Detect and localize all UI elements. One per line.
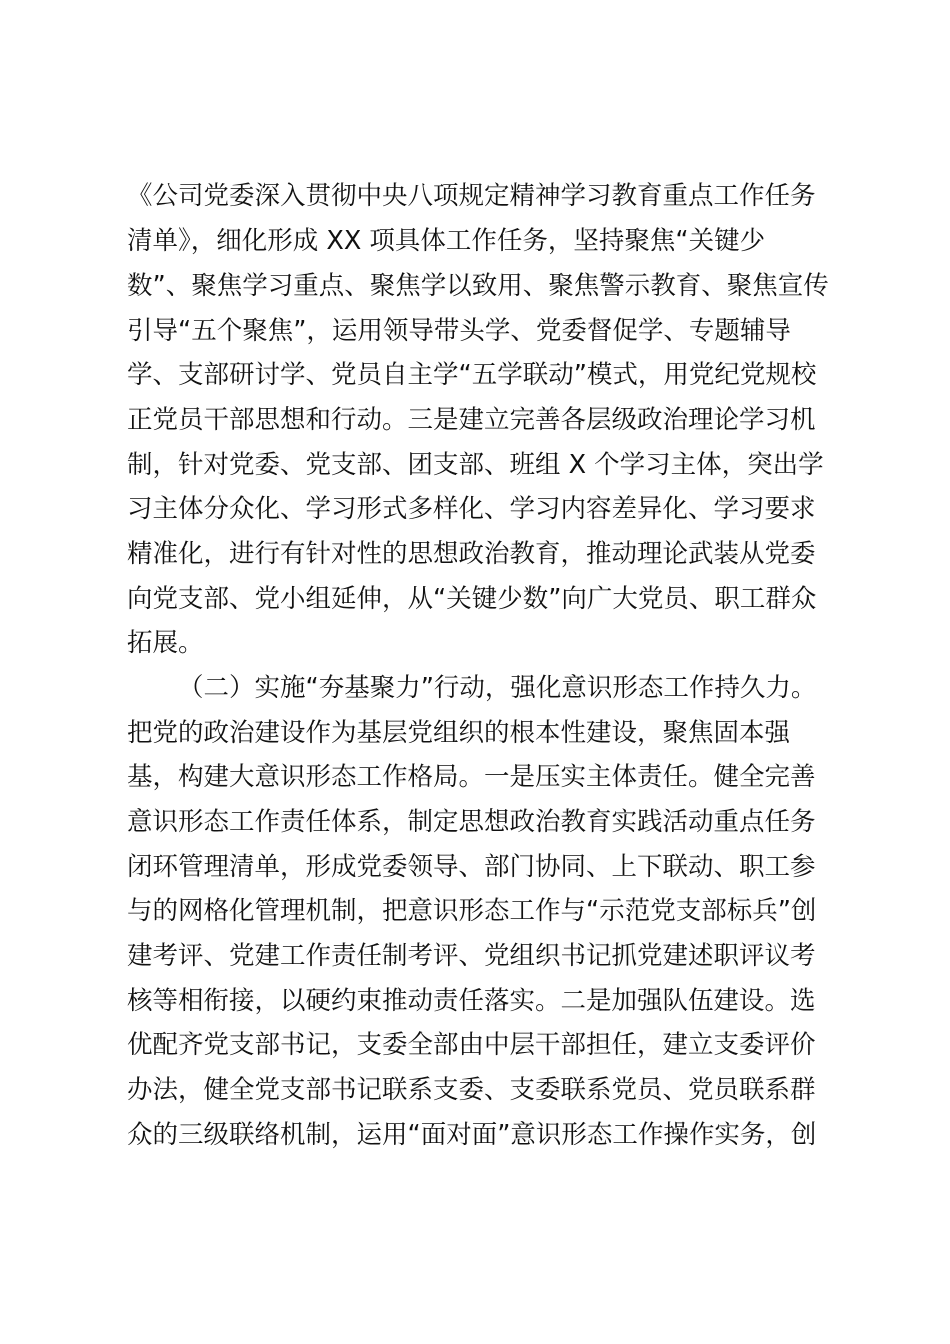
- text-line: 意识形态工作责任体系，制定思想政治教育实践活动重点任务: [127, 807, 816, 837]
- text-line: 建考评、党建工作责任制考评、党组织书记抓党建述职评议考: [127, 941, 816, 971]
- text-line: 众的三级联络机制，运用“面对面”意识形态工作操作实务，创: [127, 1120, 817, 1150]
- text-line: 正党员干部思想和行动。三是建立完善各层级政治理论学习机: [127, 405, 816, 435]
- text-line: 数”、聚焦学习重点、聚焦学以致用、聚焦警示教育、聚焦宣传: [127, 271, 829, 301]
- text-line: 把党的政治建设作为基层党组织的根本性建设，聚焦固本强: [127, 718, 791, 748]
- text-line: 清单》，细化形成 XX 项具体工作任务，坚持聚焦“关键少: [127, 226, 766, 256]
- text-line: 基，构建大意识形态工作格局。一是压实主体责任。健全完善: [127, 762, 816, 792]
- text-line: 优配齐党支部书记，支委全部由中层干部担任，建立支委评价: [127, 1030, 816, 1060]
- text-line: 制，针对党委、党支部、团支部、班组 X 个学习主体，突出学: [127, 450, 824, 480]
- text-line: 精准化，进行有针对性的思想政治教育，推动理论武装从党委: [127, 539, 816, 569]
- text-line: 闭环管理清单，形成党委领导、部门协同、上下联动、职工参: [127, 852, 816, 882]
- text-line: 核等相衔接，以硬约束推动责任落实。二是加强队伍建设。选: [127, 986, 816, 1016]
- text-line: 拓展。: [127, 628, 204, 658]
- text-line: 办法，健全党支部书记联系支委、支委联系党员、党员联系群: [127, 1075, 816, 1105]
- text-line: 向党支部、党小组延伸，从“关键少数”向广大党员、职工群众: [127, 584, 817, 614]
- section-heading: （二）实施“夯基聚力”行动，强化意识形态工作持久力。: [178, 673, 817, 703]
- text-line: 学、支部研讨学、党员自主学“五学联动”模式，用党纪党规校: [127, 360, 817, 390]
- text-line: 引导“五个聚焦”，运用领导带头学、党委督促学、专题辅导: [127, 316, 791, 346]
- text-line: 《公司党委深入贯彻中央八项规定精神学习教育重点工作任务: [127, 181, 816, 211]
- text-line: 与的网格化管理机制，把意识形态工作与“示范党支部标兵”创: [127, 896, 817, 926]
- text-line: 习主体分众化、学习形式多样化、学习内容差异化、学习要求: [127, 494, 816, 524]
